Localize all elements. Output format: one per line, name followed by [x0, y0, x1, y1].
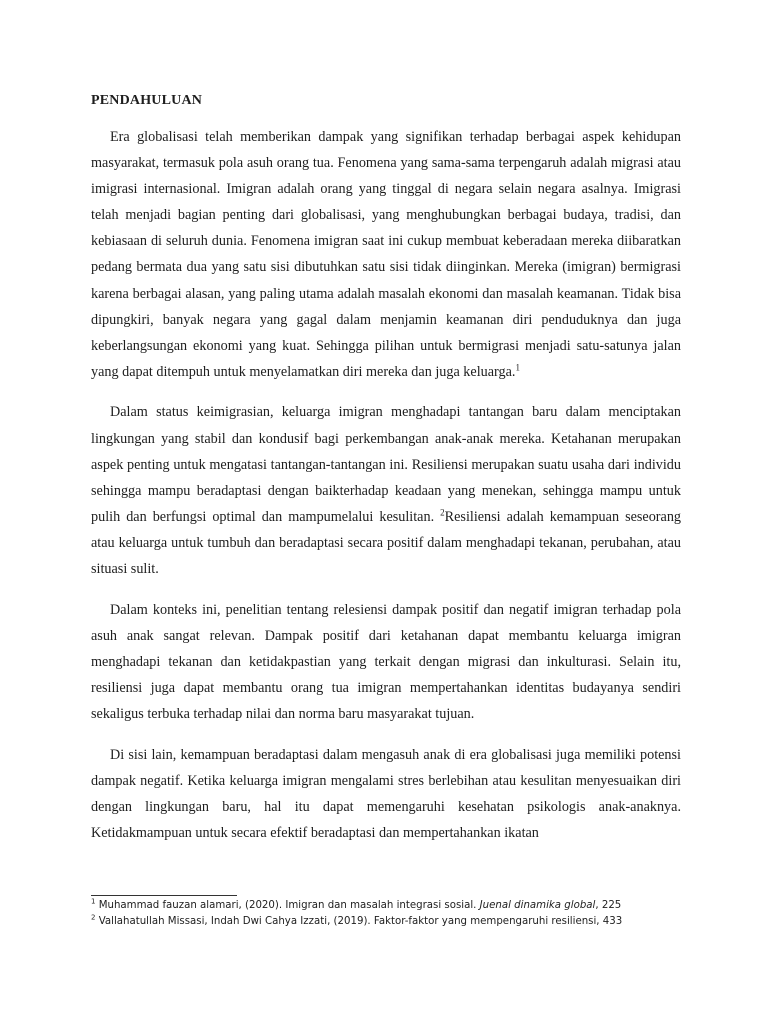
paragraph-context	[91, 597, 681, 727]
paragraph-globalization	[91, 124, 681, 385]
footnote-1	[91, 898, 691, 914]
paragraph-text: Di sisi lain, kemampuan beradaptasi dalam mengasuh anak di era globalisasi juga memiliki potensi dampak negatif. Ketika keluarga imigran mengalami stres berlebihan atau kesulitan menyesuaikan diri dengan lingkungan baru, hal itu dapat memengaruhi kesehatan psikologis anak-anaknya. Ketidakmampuan untuk secara efektif beradaptasi dan mempertahankan ikatan	[91, 746, 681, 841]
paragraph-negative-impact	[91, 742, 681, 846]
body-text	[91, 124, 681, 860]
paragraph-text: Dalam konteks ini, penelitian tentang relesiensi dampak positif dan negatif imigran terhadap pola asuh anak sangat relevan. Dampak positif dari ketahanan dapat membantu keluarga imigran menghadapi tekanan dan ketidakpastian yang terkait dengan migrasi dan inkulturasi. Selain itu, resiliensi juga dapat membantu orang tua imigran mempertahankan identitas budayanya sendiri sekaligus terbuka terhadap nilai dan norma baru masyarakat tujuan.	[91, 601, 681, 722]
footnote-text: Vallahatullah Missasi, Indah Dwi Cahya Izzati, (2019). Faktor-faktor yang mempengaruhi resiliensi, 433	[95, 916, 623, 927]
footnote-2	[91, 914, 691, 930]
footnote-journal-title: Juenal dinamika global	[479, 900, 596, 911]
section-heading: PENDAHULUAN	[91, 93, 203, 108]
paragraph-text: Resiliensi adalah kemampuan seseorang atau keluarga untuk tumbuh dan beradaptasi secara positif dalam menghadapi tekanan, perubahan, atau situasi sulit.	[91, 508, 682, 577]
paragraph-text: Era globalisasi telah memberikan dampak yang signifikan terhadap berbagai aspek kehidupan masyarakat, termasuk pola asuh orang tua. Fenomena yang sama-sama terpengaruh adalah migrasi atau imigrasi internasional. Imigran adalah orang yang tinggal di negara selain negara asalnya. Imigrasi telah menjadi bagian penting dari globalisasi, yang menghubungkan berbagai budaya, tradisi, dan kebiasaan di seluruh dunia. Fenomena imigran saat ini cukup membuat keberadaan mereka diibaratkan pedang bermata dua yang satu sisi dibutuhkan satu sisi tidak diinginkan. Mereka (imigran) bermigrasi karena berbagai alasan, yang paling utama adalah masalah ekonomi dan masalah keamanan. Tidak bisa dipungkiri, banyak negara yang gagal dalam menjamin keamanan diri penduduknya dan juga keberlangsungan ekonomi yang kuat. Sehingga pilihan untuk bermigrasi menjadi satu-satunya jalan yang dapat ditempuh untuk menyelamatkan diri mereka dan juga keluarga.	[91, 129, 681, 380]
footnote-text: , 225	[595, 900, 622, 911]
footnote-reference[interactable]: 1	[515, 362, 520, 373]
paragraph-immigration-status	[91, 399, 681, 582]
footnote-text: Muhammad fauzan alamari, (2020). Imigran dan masalah integrasi sosial.	[95, 900, 480, 911]
footnotes	[91, 898, 691, 930]
footnote-number: 1	[91, 897, 96, 906]
paragraph-text: Dalam status keimigrasian, keluarga imigran menghadapi tantangan baru dalam menciptakan lingkungan yang stabil dan kondusif bagi perkembangan anak-anak mereka. Ketahanan merupakan aspek penting untuk mengatasi tantangan-tantangan ini. Resiliensi merupakan suatu usaha dari individu sehingga mampu beradaptasi dengan baikterhadap keadaan yang menekan, sehingga mampu untuk pulih dan berfungsi optimal dan mampumelalui kesulitan.	[91, 404, 681, 525]
footnote-reference[interactable]: 2	[440, 507, 445, 518]
footnote-divider	[91, 895, 237, 896]
footnote-number: 2	[91, 913, 96, 922]
